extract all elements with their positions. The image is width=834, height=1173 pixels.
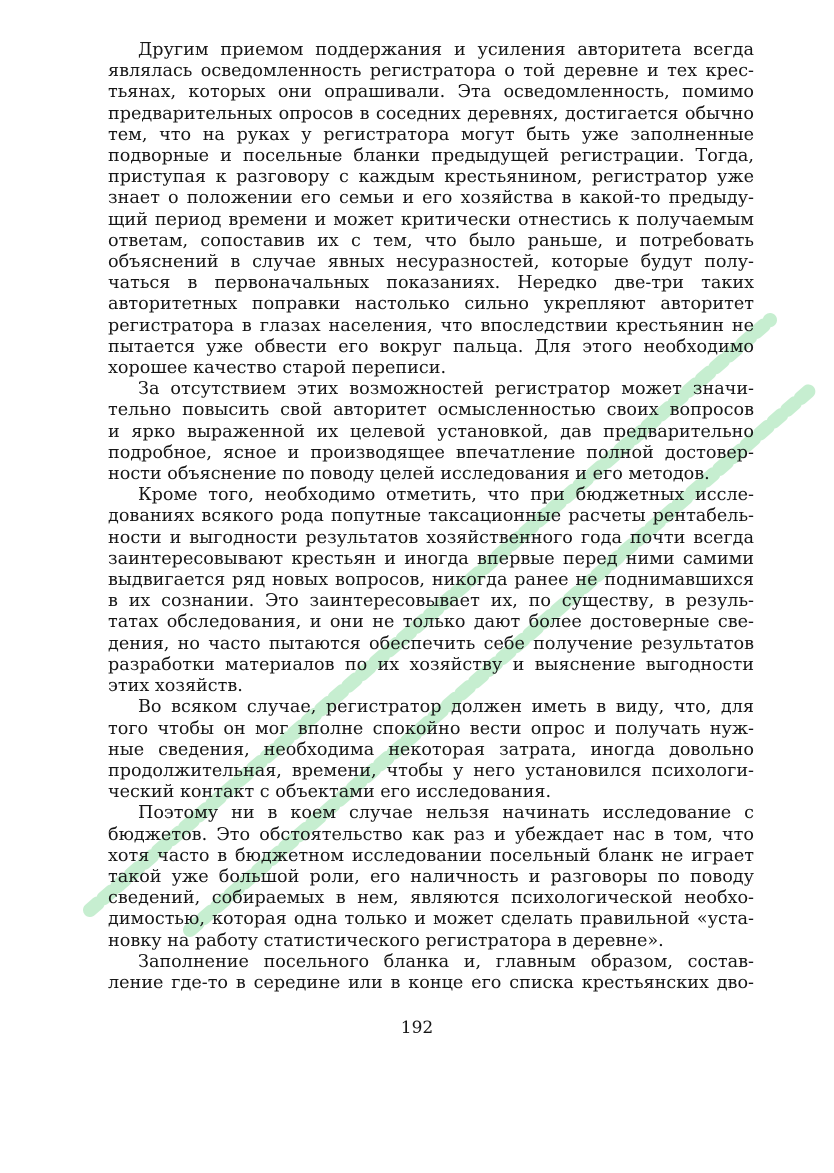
text-line: продолжительная, времени, чтобы у него установился психологи-	[108, 760, 754, 781]
text-line: хорошее качество старой переписи.	[108, 358, 447, 379]
text-line: Заполнение посельного бланка и, главным образом, состав-	[138, 951, 754, 972]
text-line: ности объяснение по поводу целей исследования и его методов.	[108, 464, 710, 485]
text-line: щий период времени и может критически отнестись к получаемым	[108, 209, 754, 230]
text-line: объяснений в случае явных несуразностей, которые будут полу-	[108, 252, 754, 273]
paragraph	[108, 803, 754, 951]
text-line: За отсутствием этих возможностей регистратор может значи-	[138, 379, 754, 400]
text-line: ности и выгодности результатов хозяйственного года почти всегда	[108, 527, 754, 548]
text-line: выдвигается ряд новых вопросов, никогда ранее не поднимавшихся	[108, 570, 754, 591]
text-line: в их сознании. Это заинтересовывает их, по существу, в резуль-	[108, 591, 754, 612]
paragraph	[108, 379, 754, 485]
text-line: Другим приемом поддержания и усиления авторитета всегда	[138, 40, 754, 60]
text-line: знает о положении его семьи и его хозяйства в какой-то предыду-	[108, 188, 754, 209]
text-line: предварительных опросов в соседних деревнях, достигается обычно	[108, 103, 754, 124]
text-line: новку на работу статистического регистратора в деревне».	[108, 930, 664, 951]
text-line: пытается уже обвести его вокруг пальца. Для этого необходимо	[108, 336, 754, 357]
text-line: дения, но часто пытаются обеспечить себе получение результатов	[108, 633, 754, 654]
text-line: являлась осведомленность регистратора о той деревне и тех крес-	[108, 61, 754, 82]
text-line: тьянах, которых они опрашивали. Эта осведомленность, помимо	[108, 82, 754, 103]
text-line: Во всяком случае, регистратор должен иметь в виду, что, для	[138, 697, 754, 718]
paragraph	[108, 952, 754, 994]
text-line: бюджетов. Это обстоятельство как раз и убеждает нас в том, что	[108, 824, 754, 845]
text-line: заинтересовывают крестьян и иногда впервые перед ними самими	[108, 548, 754, 569]
text-line: ление где-то в середине или в конце его списка крестьянских дво-	[108, 972, 754, 993]
text-line: подворные и посельные бланки предыдущей регистрации. Тогда,	[108, 146, 754, 167]
text-line: ные сведения, необходима некоторая затрата, иногда довольно	[108, 739, 754, 760]
text-line: разработки материалов по их хозяйству и выяснение выгодности	[108, 654, 754, 675]
text-line: Кроме того, необходимо отметить, что при бюджетных иссле-	[138, 485, 754, 506]
text-line: ческий контакт с объектами его исследования.	[108, 782, 552, 803]
text-line: такой уже большой роли, его наличность и разговоры по поводу	[108, 866, 754, 887]
text-line: сведений, собираемых в нем, являются психологической необхо-	[108, 888, 754, 909]
text-line: хотя часто в бюджетном исследовании посельный бланк не играет	[108, 845, 754, 866]
text-line: подробное, ясное и производящее впечатление полной достовер-	[108, 442, 754, 463]
text-line: того чтобы он мог вполне спокойно вести опрос и получать нуж-	[108, 718, 754, 739]
paragraph	[108, 485, 754, 697]
text-line: дованиях всякого рода попутные таксационные расчеты рентабель-	[108, 506, 754, 527]
text-line: и ярко выраженной их целевой установкой, дав предварительно	[108, 421, 754, 442]
text-line: димостью, которая одна только и может сделать правильной «уста-	[108, 909, 754, 930]
text-line: авторитетных поправки настолько сильно укрепляют авторитет	[108, 294, 754, 315]
text-line: тем, что на руках у регистратора могут быть уже заполненные	[108, 124, 754, 145]
paragraph	[108, 697, 754, 803]
text-line: чаться в первоначальных показаниях. Нередко две-три таких	[108, 273, 754, 294]
text-line: татах обследования, и они не только дают более достоверные све-	[108, 612, 754, 633]
text-line: регистратора в глазах населения, что впоследствии крестьянин не	[108, 315, 754, 336]
text-line: тельно повысить свой авторитет осмысленностью своих вопросов	[108, 400, 754, 421]
text-line: ответам, сопоставив их с тем, что было раньше, и потребовать	[108, 230, 754, 251]
paragraph	[108, 40, 754, 379]
page-number: 192	[400, 1018, 434, 1038]
text-line: Поэтому ни в коем случае нельзя начинать исследование с	[138, 803, 754, 824]
text-line: приступая к разговору с каждым крестьянином, регистратор уже	[108, 167, 754, 188]
body-text	[108, 40, 754, 994]
text-line: этих хозяйств.	[108, 676, 243, 697]
